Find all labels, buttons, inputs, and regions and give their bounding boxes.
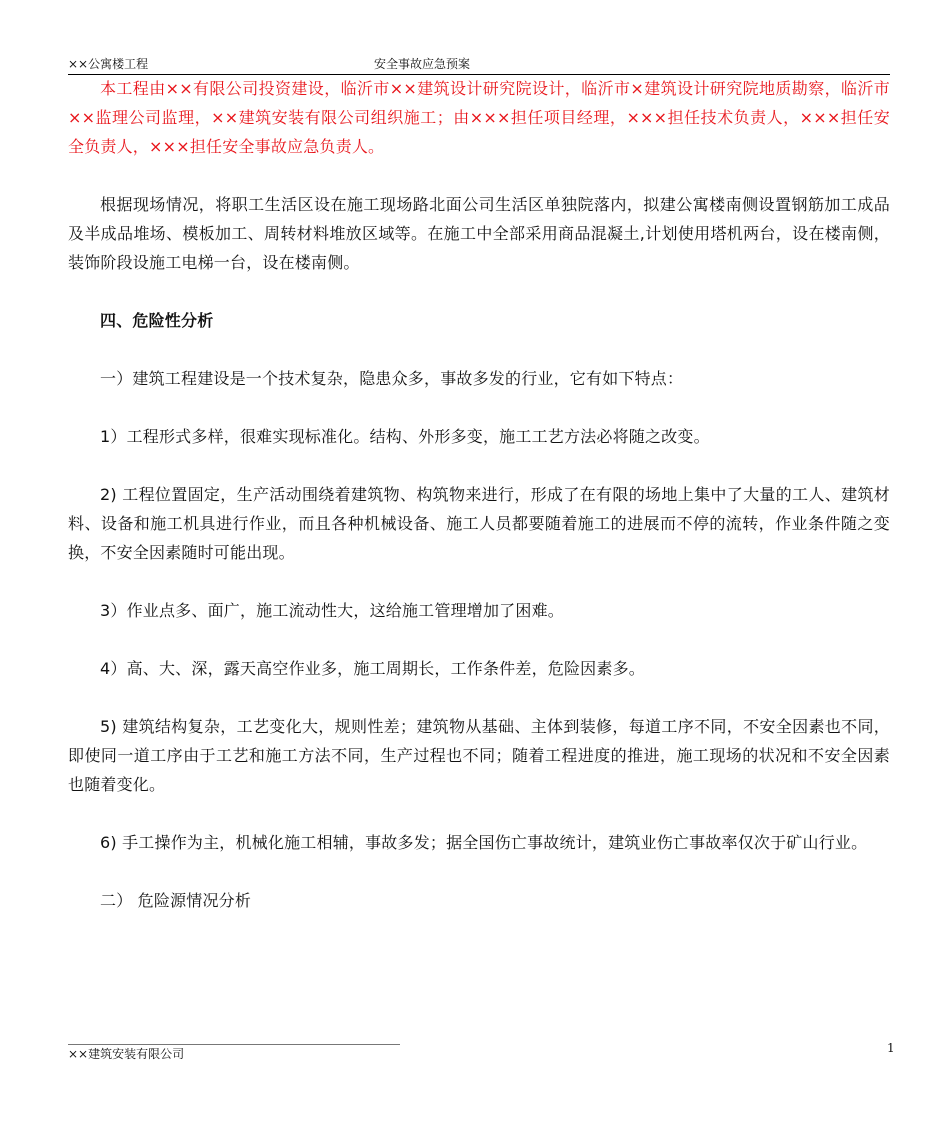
- page-header: [68, 56, 890, 75]
- list-item-4: 4）高、大、深，露天高空作业多，施工周期长，工作条件差，危险因素多。: [100, 659, 645, 678]
- list-item-5: 5) 建筑结构复杂，工艺变化大，规则性差；建筑物从基础、主体到装修，每道工序不同，不安全因素也不同，即使同一道工序由于工艺和施工方法不同，生产过程也不同；随着工程进度的推进，施工现场的状况和不安全因素也随着变化。: [68, 717, 890, 794]
- header-document-title: 安全事故应急预案: [374, 57, 471, 71]
- header-project-name: ××公寓楼工程: [68, 57, 149, 71]
- project-overview-paragraph: 本工程由××有限公司投资建设，临沂市××建筑设计研究院设计，临沂市×建筑设计研究院地质勘察，临沂市××监理公司监理，××建筑安装有限公司组织施工；由×××担任项目经理，×××担任技术负责人，×××担任安全负责人，×××担任安全事故应急负责人。: [68, 79, 890, 156]
- document-body: [68, 74, 890, 915]
- section-heading-hazard-analysis: 四、危险性分析: [100, 311, 214, 330]
- industry-characteristics-paragraph: 一）建筑工程建设是一个技术复杂，隐患众多，事故多发的行业，它有如下特点：: [100, 369, 684, 388]
- list-item-2: 2) 工程位置固定，生产活动围绕着建筑物、构筑物来进行，形成了在有限的场地上集中了大量的工人、建筑材料、设备和施工机具进行作业，而且各种机械设备、施工人员都要随着施工的进展而不停的流转，作业条件随之变换，不安全因素随时可能出现。: [68, 485, 890, 562]
- list-item-1: 1）工程形式多样，很难实现标准化。结构、外形多变，施工工艺方法必将随之改变。: [100, 427, 710, 446]
- footer-divider: [68, 1044, 400, 1045]
- list-item-3: 3）作业点多、面广，施工流动性大，这给施工管理增加了困难。: [100, 601, 564, 620]
- page-number: 1: [887, 1041, 895, 1055]
- footer-company-name: ××建筑安装有限公司: [68, 1047, 185, 1061]
- site-layout-paragraph: 根据现场情况，将职工生活区设在施工现场路北面公司生活区单独院落内，拟建公寓楼南侧设置钢筋加工成品及半成品堆场、模板加工、周转材料堆放区域等。在施工中全部采用商品混凝土,计划使用塔机两台，设在楼南侧，装饰阶段设施工电梯一台，设在楼南侧。: [68, 195, 890, 272]
- subsection-heading-hazard-source-analysis: 二） 危险源情况分析: [100, 891, 252, 910]
- list-item-6: 6) 手工操作为主，机械化施工相辅，事故多发；据全国伤亡事故统计，建筑业伤亡事故率仅次于矿山行业。: [100, 833, 868, 852]
